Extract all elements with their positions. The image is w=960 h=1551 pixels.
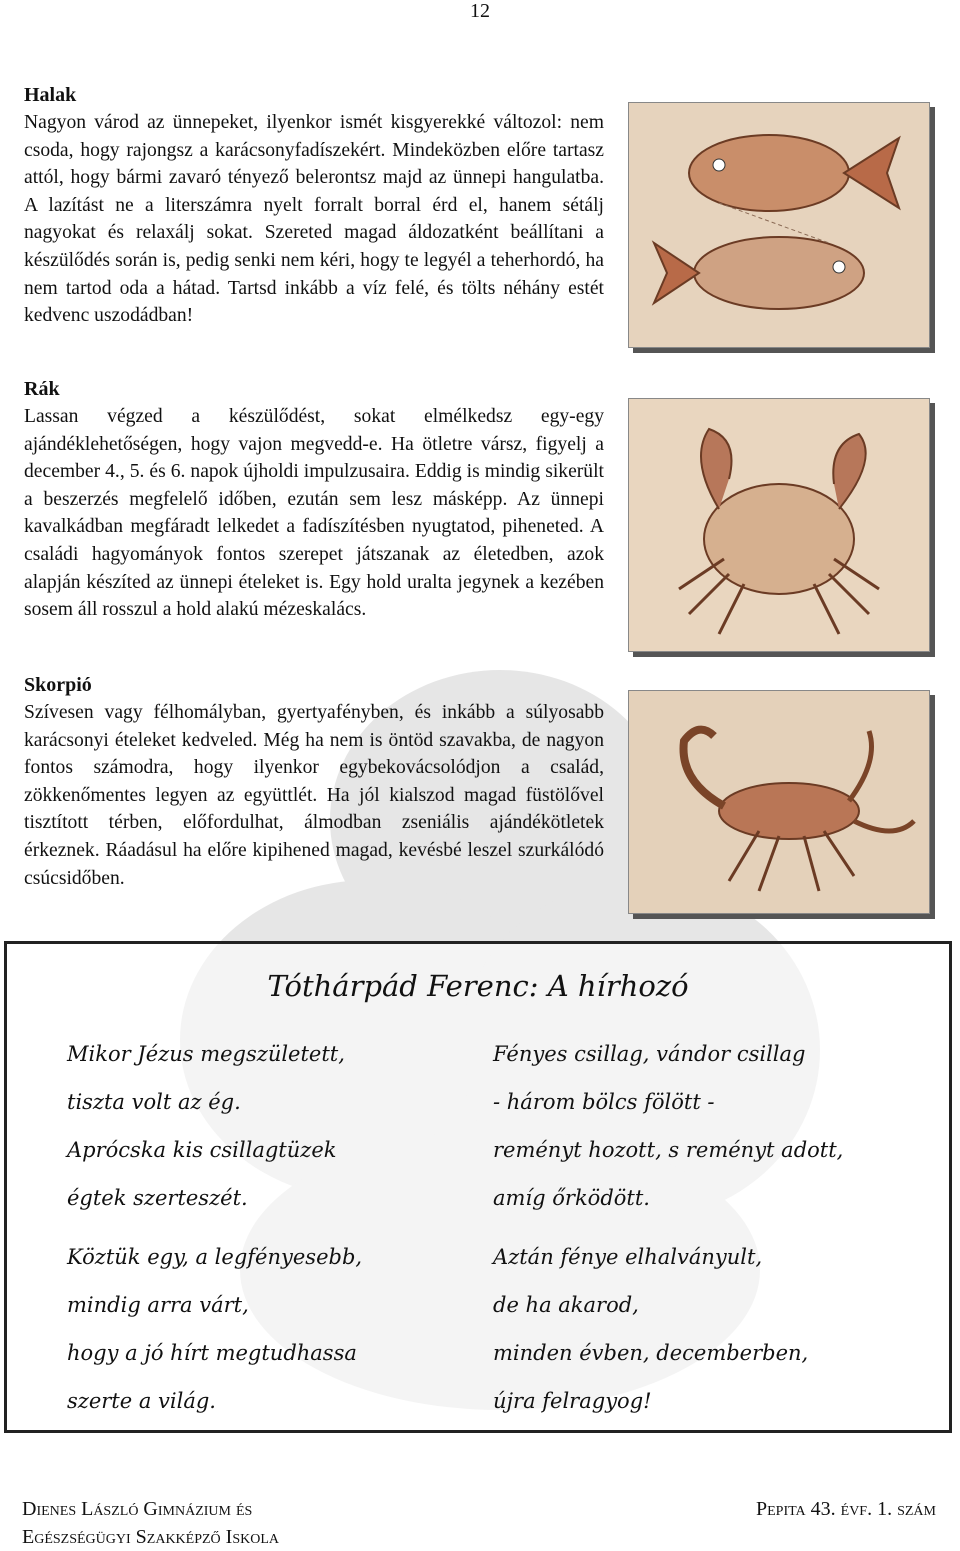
poem-line: de ha akarod, [493, 1293, 639, 1317]
poem-line: égtek szerteszét. [67, 1186, 248, 1210]
poem-line: Köztük egy, a legfényesebb, [67, 1245, 363, 1269]
section-title: Skorpió [24, 674, 92, 696]
poem-line: Mikor Jézus megszületett, [67, 1042, 345, 1066]
scorpio-illustration [628, 690, 930, 914]
section-rak [24, 376, 604, 624]
poem-line: Fényes csillag, vándor csillag [493, 1042, 806, 1066]
poem-line: tiszta volt az ég. [67, 1090, 241, 1114]
poem-stanza-3 [67, 1242, 362, 1434]
poem-line: minden évben, decemberben, [493, 1341, 809, 1365]
footer-issue: Pepita 43. évf. 1. szám [755, 1498, 936, 1520]
section-title: Halak [24, 84, 77, 106]
footer-school-line-2: Egészségügyi Szakképző Iskola [22, 1526, 279, 1548]
scorpio-icon [629, 691, 929, 913]
poem-title: Tóthárpád Ferenc: A hírhozó [267, 969, 689, 1003]
footer-school [22, 1495, 279, 1551]
poem-line: újra felragyog! [493, 1389, 652, 1413]
poem-box [4, 941, 952, 1433]
pisces-icon [629, 103, 929, 347]
cancer-illustration [628, 398, 930, 652]
section-text: Lassan végzed a készülődést, sokat elmélkedsz egy-egy ajándéklehetőségen, hogy vajon megvedd-e. Ha ötletre vársz, figyelj a december 4., 5. és 6. napok újholdi impulzusaira. Eddig is mindig sikerült a beszerzés megfelelő időben, ezután sem lesz másképp. Az ünnepi kavalkádban megfáradt lelkedet a fadíszítésben nyugtatod, piheneted. A családi hagyományok fontos szerepet játszanak az életedben, azok alapján készíted az ünnepi ételeket is. Egy hold uralta jegynek a kezében sosem áll rosszul a hold alakú mézeskalács. [24, 406, 604, 621]
section-title: Rák [24, 378, 60, 400]
section-halak [24, 82, 604, 330]
poem-line: szerte a világ. [67, 1389, 216, 1413]
poem-line: - három bölcs fölött - [493, 1090, 715, 1114]
page-number: 12 [470, 0, 490, 22]
poem-stanza-4 [493, 1242, 808, 1434]
poem-line: amíg őrködött. [493, 1186, 650, 1210]
poem-line: hogy a jó hírt megtudhassa [67, 1341, 357, 1365]
section-text: Szívesen vagy félhomályban, gyertyafényben, és inkább a súlyosabb karácsonyi ételeket kedveled. Még ha nem is öntöd szavakba, de nagyon fontos számodra, hogy ilyenkor egybekovácsolódjon a család, zökkenőmentes legyen az együttlét. Ha jól kialszod magad füstölővel tisztított térben, előfordulhat, álmodban zseniális ajándékötletek érkeznek. Ráadásul ha előre kipihened magad, kevésbé leszel szurkálódó csúcsidőben. [24, 702, 604, 889]
poem-line: Aztán fénye elhalványult, [493, 1245, 763, 1269]
section-skorpio [24, 672, 604, 892]
section-text: Nagyon várod az ünnepeket, ilyenkor ismét kisgyerekké változol: nem csoda, hogy rajongsz a karácsonyfadíszekért. Mindeközben előre tartasz attól, hogy bármi zavaró tényező belerontsz majd az ünnepi hangulatba. A lazítást ne a literszámra nyelt forralt borral érd el, hanem sétálj nagyokat és relaxálj sokat. Szereted magad áldozatként beállítani a készülődés során is, pedig senki nem kéri, hogy te legyél a teherhordó, ha nem tartod oda a hátad. Tartsd inkább a víz felé, és tölts néhány estét kedvenc uszodádban! [24, 112, 604, 327]
cancer-icon [629, 399, 929, 651]
poem-line: Aprócska kis csillagtüzek [67, 1138, 337, 1162]
pisces-illustration [628, 102, 930, 348]
footer-school-line-1: Dienes László Gimnázium és [22, 1498, 253, 1520]
poem-stanza-2 [493, 1039, 843, 1231]
poem-line: mindig arra várt, [67, 1293, 249, 1317]
poem-stanza-1 [67, 1039, 345, 1231]
poem-line: reményt hozott, s reményt adott, [493, 1138, 844, 1162]
